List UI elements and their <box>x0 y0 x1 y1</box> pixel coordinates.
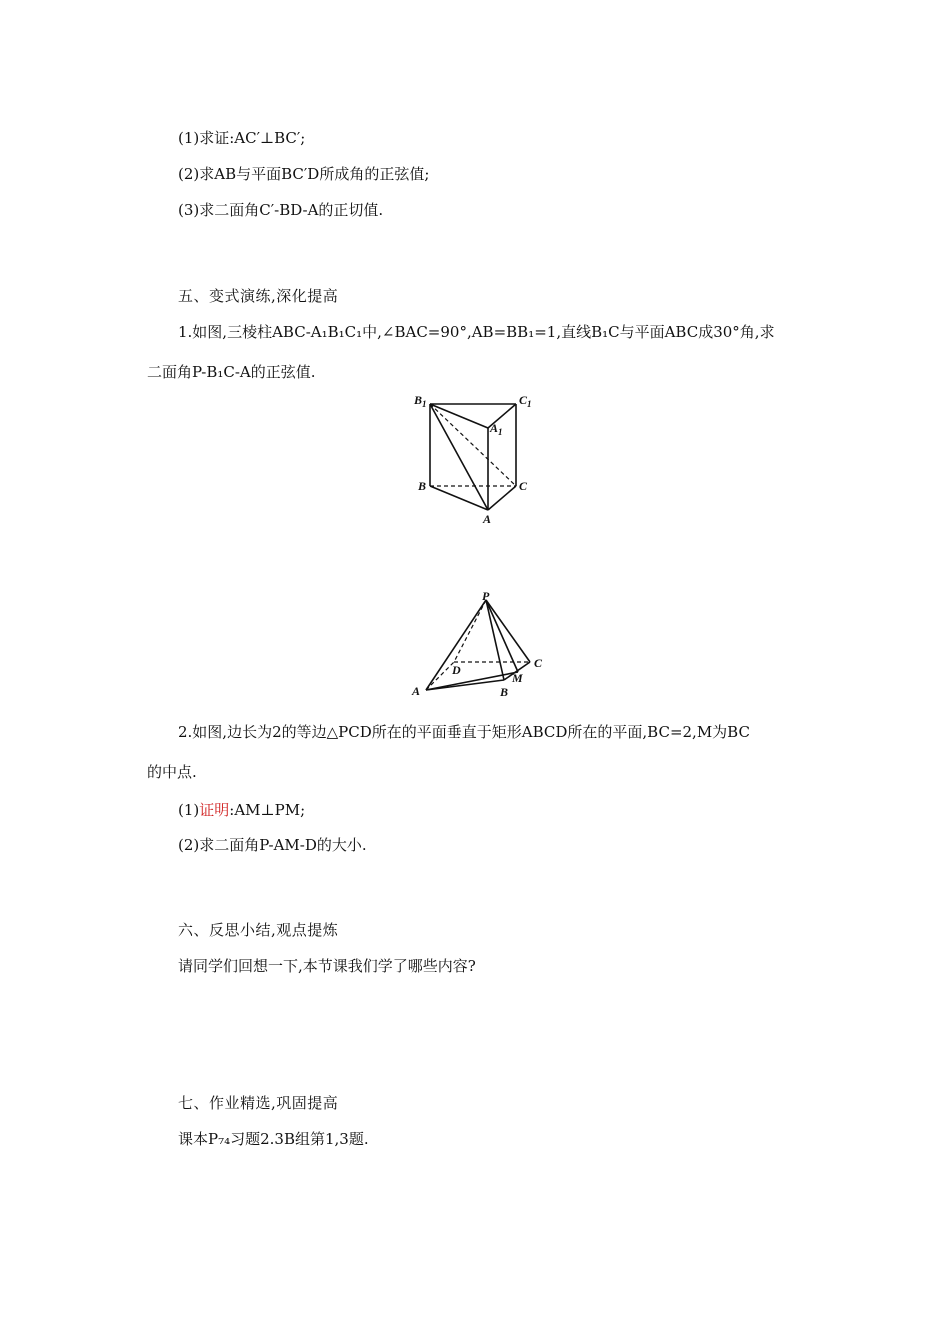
section6-text: 请同学们回想一下,本节课我们学了哪些内容? <box>178 957 476 975</box>
label-M: M <box>512 671 523 685</box>
label-B: B <box>418 479 427 493</box>
q2-line2: 的中点. <box>147 763 197 781</box>
label-P: P <box>482 589 490 603</box>
section5-heading: 五、变式演练,深化提高 <box>178 287 339 305</box>
section6-heading: 六、反思小结,观点提炼 <box>178 921 339 939</box>
q2-part1-prefix: (1) <box>178 801 200 819</box>
label-B1: B <box>414 393 423 407</box>
label-B1-sub: 1 <box>422 399 427 409</box>
q2-part1-rest: :AM⊥PM; <box>229 801 306 819</box>
section7-text: 课本P₇₄习题2.3B组第1,3题. <box>178 1130 369 1148</box>
q1-line1: 1.如图,三棱柱ABC-A₁B₁C₁中,∠BAC=90°,AB=BB₁=1,直线B₁C与平面ABC成30°角,求 <box>178 323 775 341</box>
prev-part3: (3)求二面角C′-BD-A的正切值. <box>178 201 384 219</box>
prism-figure <box>410 390 540 525</box>
q2-part2: (2)求二面角P-AM-D的大小. <box>178 836 367 854</box>
label-A1-sub: 1 <box>498 427 503 437</box>
pyramid-figure <box>408 588 548 703</box>
prev-part2: (2)求AB与平面BC′D所成角的正弦值; <box>178 165 430 183</box>
label-C1-sub: 1 <box>527 399 532 409</box>
label-A1: A <box>490 421 499 435</box>
label-A: A <box>483 512 492 525</box>
label-C: C <box>519 479 528 493</box>
label-C: C <box>534 656 543 670</box>
q1-line2: 二面角P-B₁C-A的正弦值. <box>147 363 316 381</box>
label-A: A <box>412 684 421 698</box>
prev-part1: (1)求证:AC′⊥BC′; <box>178 129 306 147</box>
q2-part1 <box>178 800 305 820</box>
label-D: D <box>452 663 461 677</box>
q2-line1: 2.如图,边长为2的等边△PCD所在的平面垂直于矩形ABCD所在的平面,BC=2,M为BC <box>178 723 750 741</box>
proof-keyword: 证明 <box>199 801 230 819</box>
section7-heading: 七、作业精选,巩固提高 <box>178 1094 339 1112</box>
label-B: B <box>500 685 509 699</box>
label-C1: C <box>519 393 528 407</box>
